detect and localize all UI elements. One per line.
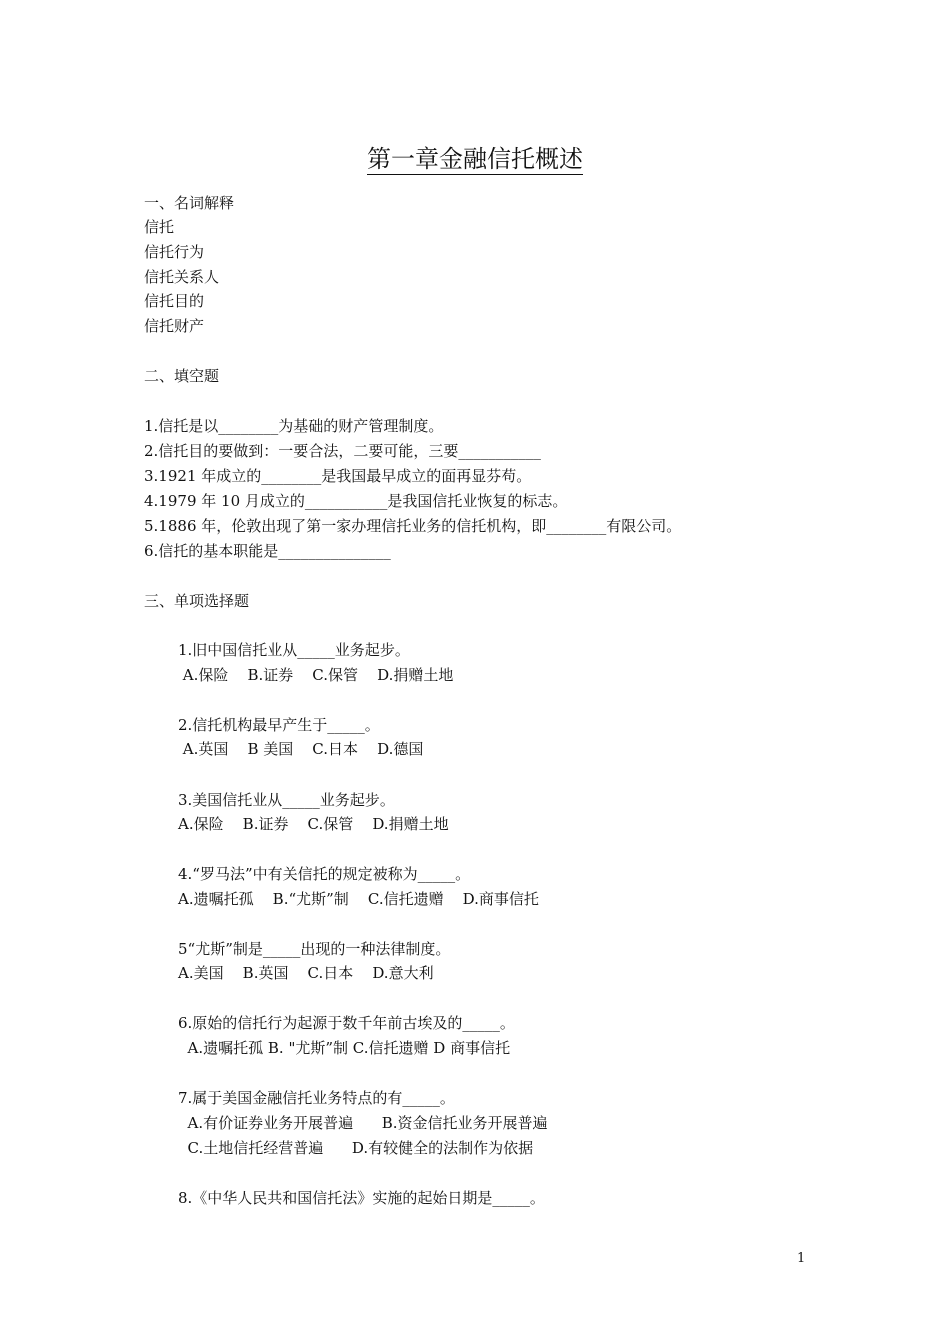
question-options: A.美国 B.英国 C.日本 D.意大利 bbox=[178, 964, 434, 982]
fill-blank-item: 5.1886 年，伦敦出现了第一家办理信托业务的信托机构，即________有限公司。 bbox=[144, 517, 682, 535]
term-item: 信托财产 bbox=[144, 317, 205, 335]
fill-blank-item: 2.信托目的要做到：一要合法，二要可能，三要___________ bbox=[144, 442, 541, 460]
question-options: A.遗嘱托孤 B.“尤斯”制 C.信托遗赠 D.商事信托 bbox=[178, 890, 539, 908]
page-title bbox=[0, 142, 950, 176]
term-item: 信托行为 bbox=[144, 243, 205, 261]
question-text: 4.“罗马法”中有关信托的规定被称为_____。 bbox=[178, 865, 471, 883]
question-text: 3.美国信托业从_____业务起步。 bbox=[178, 791, 395, 809]
page-number: 1 bbox=[797, 1251, 806, 1266]
question-options: A.保险 B.证券 C.保管 D.捐赠土地 bbox=[178, 815, 449, 833]
question-options: A.有价证券业务开展普遍 B.资金信托业务开展普遍 bbox=[178, 1114, 548, 1132]
question-options: A.保险 B.证券 C.保管 D.捐赠土地 bbox=[178, 666, 454, 684]
question-options: A.遗嘱托孤 B. "尤斯”制 C.信托遗赠 D 商事信托 bbox=[178, 1039, 511, 1057]
section2-heading: 二、填空题 bbox=[144, 367, 220, 385]
section1-heading: 一、名词解释 bbox=[144, 194, 235, 212]
question-text: 6.原始的信托行为起源于数千年前古埃及的_____。 bbox=[178, 1014, 515, 1032]
question-text: 1.旧中国信托业从_____业务起步。 bbox=[178, 641, 410, 659]
title-text: 第一章金融信托概述 bbox=[367, 145, 583, 173]
question-text: 7.属于美国金融信托业务特点的有_____。 bbox=[178, 1089, 455, 1107]
term-item: 信托关系人 bbox=[144, 268, 220, 286]
question-text: 2.信托机构最早产生于_____。 bbox=[178, 716, 380, 734]
question-text: 5“尤斯”制是_____出现的一种法律制度。 bbox=[178, 940, 451, 958]
fill-blank-item: 3.1921 年成立的________是我国最早成立的面再显芬苟。 bbox=[144, 467, 532, 485]
question-options: A.英国 B 美国 C.日本 D.德国 bbox=[178, 740, 424, 758]
term-item: 信托目的 bbox=[144, 292, 205, 310]
section3-heading: 三、单项选择题 bbox=[144, 592, 250, 610]
question-text: 8.《中华人民共和国信托法》实施的起始日期是_____。 bbox=[178, 1189, 545, 1207]
term-item: 信托 bbox=[144, 218, 175, 236]
fill-blank-item: 1.信托是以________为基础的财产管理制度。 bbox=[144, 417, 444, 435]
fill-blank-item: 4.1979 年 10 月成立的___________是我国信托业恢复的标志。 bbox=[144, 492, 568, 510]
fill-blank-item: 6.信托的基本职能是_______________ bbox=[144, 542, 391, 560]
question-options: C.土地信托经营普遍 D.有较健全的法制作为依据 bbox=[178, 1139, 534, 1157]
